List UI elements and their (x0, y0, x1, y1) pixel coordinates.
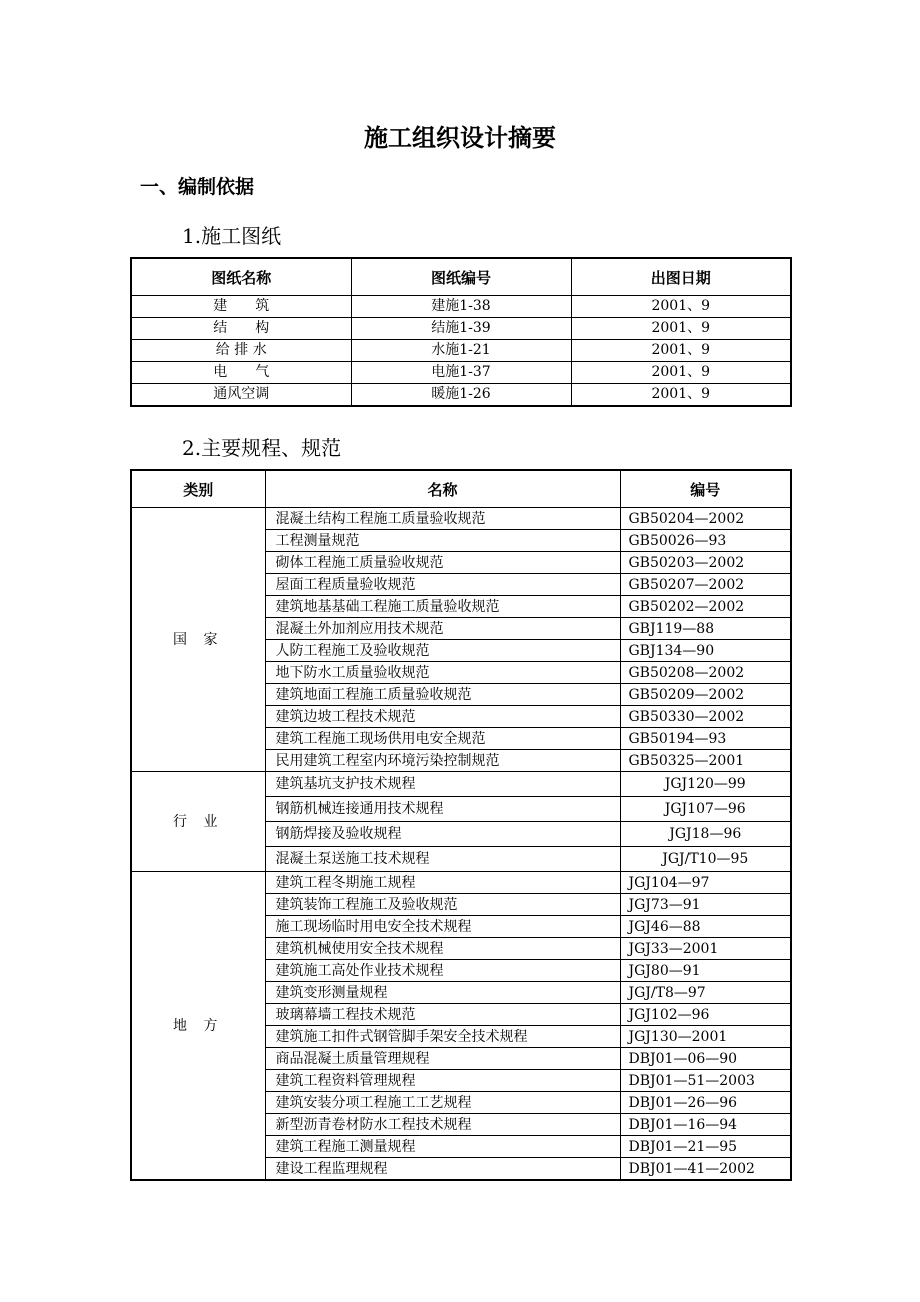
drawing-name-cell: 结 构 (131, 318, 351, 340)
header-code-name: 名称 (265, 470, 620, 508)
code-number-cell: JGJ130—2001 (620, 1026, 791, 1048)
code-number-cell: JGJ18—96 (620, 822, 791, 847)
code-name-cell: 混凝土结构工程施工质量验收规范 (265, 508, 620, 530)
code-name-cell: 钢筋机械连接通用技术规程 (265, 797, 620, 822)
table-row (131, 384, 791, 407)
code-name-cell: 建筑地基基础工程施工质量验收规范 (265, 596, 620, 618)
drawing-number-cell: 结施1-39 (351, 318, 571, 340)
code-name-cell: 建筑地面工程施工质量验收规范 (265, 684, 620, 706)
code-number-cell: GB50209—2002 (620, 684, 791, 706)
code-number-cell: DBJ01—41—2002 (620, 1158, 791, 1181)
codes-table (130, 469, 792, 1181)
code-number-cell: JGJ120—99 (620, 772, 791, 797)
code-number-cell: JGJ33—2001 (620, 938, 791, 960)
issue-date-cell: 2001、9 (571, 362, 791, 384)
code-number-cell: JGJ/T10—95 (620, 847, 791, 872)
code-name-cell: 建筑边坡工程技术规范 (265, 706, 620, 728)
code-name-cell: 建筑工程冬期施工规程 (265, 872, 620, 894)
drawing-number-cell: 电施1-37 (351, 362, 571, 384)
code-number-cell: DBJ01—51—2003 (620, 1070, 791, 1092)
category-cell: 行 业 (131, 772, 265, 872)
code-name-cell: 建筑施工高处作业技术规程 (265, 960, 620, 982)
code-number-cell: GB50203—2002 (620, 552, 791, 574)
subheading-codes: 2.主要规程、规范 (182, 436, 342, 460)
table-row (131, 340, 791, 362)
code-name-cell: 建筑机械使用安全技术规程 (265, 938, 620, 960)
header-drawing-name: 图纸名称 (131, 258, 351, 296)
code-name-cell: 混凝土泵送施工技术规程 (265, 847, 620, 872)
code-number-cell: GB50202—2002 (620, 596, 791, 618)
header-code-number: 编号 (620, 470, 791, 508)
issue-date-cell: 2001、9 (571, 384, 791, 407)
code-name-cell: 建筑变形测量规程 (265, 982, 620, 1004)
header-category: 类别 (131, 470, 265, 508)
drawing-number-cell: 建施1-38 (351, 296, 571, 318)
code-number-cell: JGJ/T8—97 (620, 982, 791, 1004)
code-name-cell: 建筑装饰工程施工及验收规范 (265, 894, 620, 916)
code-number-cell: GB50207—2002 (620, 574, 791, 596)
issue-date-cell: 2001、9 (571, 340, 791, 362)
header-issue-date: 出图日期 (571, 258, 791, 296)
table-row (131, 362, 791, 384)
drawing-number-cell: 水施1-21 (351, 340, 571, 362)
code-name-cell: 建筑工程施工测量规程 (265, 1136, 620, 1158)
drawings-table (130, 257, 792, 407)
table-header-row (131, 258, 791, 296)
code-name-cell: 建筑基坑支护技术规程 (265, 772, 620, 797)
code-number-cell: DBJ01—21—95 (620, 1136, 791, 1158)
code-number-cell: GBJ119—88 (620, 618, 791, 640)
section-heading-basis: 一、编制依据 (140, 176, 255, 198)
code-name-cell: 混凝土外加剂应用技术规范 (265, 618, 620, 640)
code-name-cell: 民用建筑工程室内环境污染控制规范 (265, 750, 620, 772)
code-number-cell: GB50208—2002 (620, 662, 791, 684)
issue-date-cell: 2001、9 (571, 318, 791, 340)
drawing-number-cell: 暖施1-26 (351, 384, 571, 407)
code-name-cell: 新型沥青卷材防水工程技术规程 (265, 1114, 620, 1136)
code-number-cell: GBJ134—90 (620, 640, 791, 662)
code-name-cell: 建筑施工扣件式钢管脚手架安全技术规程 (265, 1026, 620, 1048)
code-number-cell: JGJ107—96 (620, 797, 791, 822)
drawing-name-cell: 建 筑 (131, 296, 351, 318)
code-number-cell: DBJ01—26—96 (620, 1092, 791, 1114)
code-name-cell: 钢筋焊接及验收规程 (265, 822, 620, 847)
header-drawing-number: 图纸编号 (351, 258, 571, 296)
code-name-cell: 工程测量规范 (265, 530, 620, 552)
table-row (131, 508, 791, 530)
table-header-row (131, 470, 791, 508)
code-name-cell: 施工现场临时用电安全技术规程 (265, 916, 620, 938)
table-row (131, 296, 791, 318)
page-title: 施工组织设计摘要 (364, 124, 556, 152)
code-name-cell: 地下防水工质量验收规范 (265, 662, 620, 684)
code-number-cell: GB50026—93 (620, 530, 791, 552)
code-name-cell: 建筑安装分项工程施工工艺规程 (265, 1092, 620, 1114)
issue-date-cell: 2001、9 (571, 296, 791, 318)
code-number-cell: DBJ01—16—94 (620, 1114, 791, 1136)
category-cell: 地 方 (131, 872, 265, 1181)
table-row (131, 872, 791, 894)
code-name-cell: 建筑工程施工现场供用电安全规范 (265, 728, 620, 750)
code-name-cell: 砌体工程施工质量验收规范 (265, 552, 620, 574)
drawing-name-cell: 通风空调 (131, 384, 351, 407)
category-cell: 国 家 (131, 508, 265, 772)
table-row (131, 772, 791, 797)
code-number-cell: JGJ73—91 (620, 894, 791, 916)
code-name-cell: 玻璃幕墙工程技术规范 (265, 1004, 620, 1026)
code-number-cell: JGJ46—88 (620, 916, 791, 938)
code-number-cell: JGJ80—91 (620, 960, 791, 982)
code-number-cell: GB50204—2002 (620, 508, 791, 530)
code-name-cell: 建设工程监理规程 (265, 1158, 620, 1181)
code-number-cell: JGJ104—97 (620, 872, 791, 894)
drawing-name-cell: 给 排 水 (131, 340, 351, 362)
code-number-cell: JGJ102—96 (620, 1004, 791, 1026)
table-row (131, 318, 791, 340)
code-name-cell: 人防工程施工及验收规范 (265, 640, 620, 662)
code-number-cell: GB50325—2001 (620, 750, 791, 772)
code-number-cell: DBJ01—06—90 (620, 1048, 791, 1070)
code-number-cell: GB50330—2002 (620, 706, 791, 728)
code-number-cell: GB50194—93 (620, 728, 791, 750)
drawing-name-cell: 电 气 (131, 362, 351, 384)
subheading-drawings: 1.施工图纸 (182, 224, 282, 248)
code-name-cell: 商品混凝土质量管理规程 (265, 1048, 620, 1070)
code-name-cell: 建筑工程资料管理规程 (265, 1070, 620, 1092)
code-name-cell: 屋面工程质量验收规范 (265, 574, 620, 596)
